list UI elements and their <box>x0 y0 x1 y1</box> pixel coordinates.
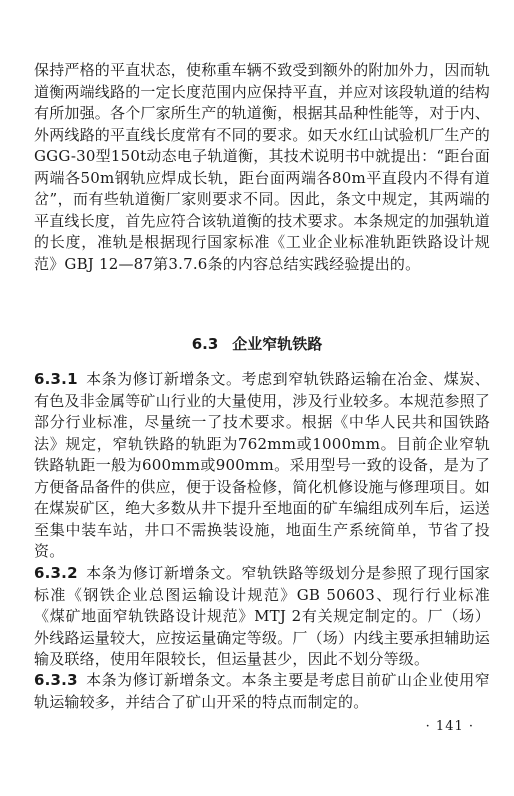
section-heading <box>0 334 514 354</box>
clause-number: 6.3.1 <box>34 370 78 388</box>
clause-6-3-2 <box>34 563 490 671</box>
section-title: 企业窄轨铁路 <box>232 335 323 353</box>
clause-number: 6.3.3 <box>34 671 78 689</box>
clause-number: 6.3.2 <box>34 564 78 582</box>
clause-6-3-3 <box>34 670 490 713</box>
intro-paragraph: 保持严格的平直状态，使称重车辆不致受到额外的附加外力，因而轨道衡两端线路的一定长度范围内应保持平直，并应对该段轨道的结构有所加强。各个厂家所生产的轨道衡，根据其品种性能等，对于内、外两线路的平直线长度常有不同的要求。如天水红山试验机厂生产的GGG-30型150t动态电子轨道衡，其技术说明书中就提出：“距台面两端各50m钢轨应焊成长轨，距台面两端各80m平直段内不得有道岔”，而有些轨道衡厂家则要求不同。因此，条文中规定，其两端的平直线长度，首先应符合该轨道衡的技术要求。本条规定的加强轨道的长度，准轨是根据现行国家标准《工业企业标准轨距铁路设计规范》GBJ 12—87第3.7.6条的内容总结实践经验提出的。 <box>34 61 491 273</box>
clause-6-3-1 <box>34 369 490 563</box>
section-number: 6.3 <box>191 335 219 353</box>
clause-text: 本条为修订新增条文。窄轨铁路等级划分是参照了现行国家标准《钢铁企业总图运输设计规范》GB 50603、现行行业标准《煤矿地面窄轨铁路设计规范》MTJ 2有关规定制定的。厂（场）外线路运量较大，应按运量确定等级。厂（场）内线主要承担辅助运输及联络，使用年限较长，但运量甚少，因此不划分等级。 <box>34 564 491 668</box>
page-number: · 141 · <box>425 719 474 734</box>
clause-text: 本条为修订新增条文。本条主要是考虑目前矿山企业使用窄轨运输较多，并结合了矿山开采的特点而制定的。 <box>34 671 490 711</box>
clause-text: 本条为修订新增条文。考虑到窄轨铁路运输在冶金、煤炭、有色及非金属等矿山行业的大量使用，涉及行业较多。本规范参照了部分行业标准，尽量统一了技术要求。根据《中华人民共和国铁路法》规定，窄轨铁路的轨距为762mm或1000mm。目前企业窄轨铁路轨距一般为600mm或900mm。采用型号一致的设备，是为了方便备品备件的供应，便于设备检修，简化机修设施与修理项目。如在煤炭矿区，绝大多数从井下提升至地面的矿车编组成列车后，运送至集中装车站，井口不需换装设施，地面生产系统简单，节省了投资。 <box>34 370 491 560</box>
